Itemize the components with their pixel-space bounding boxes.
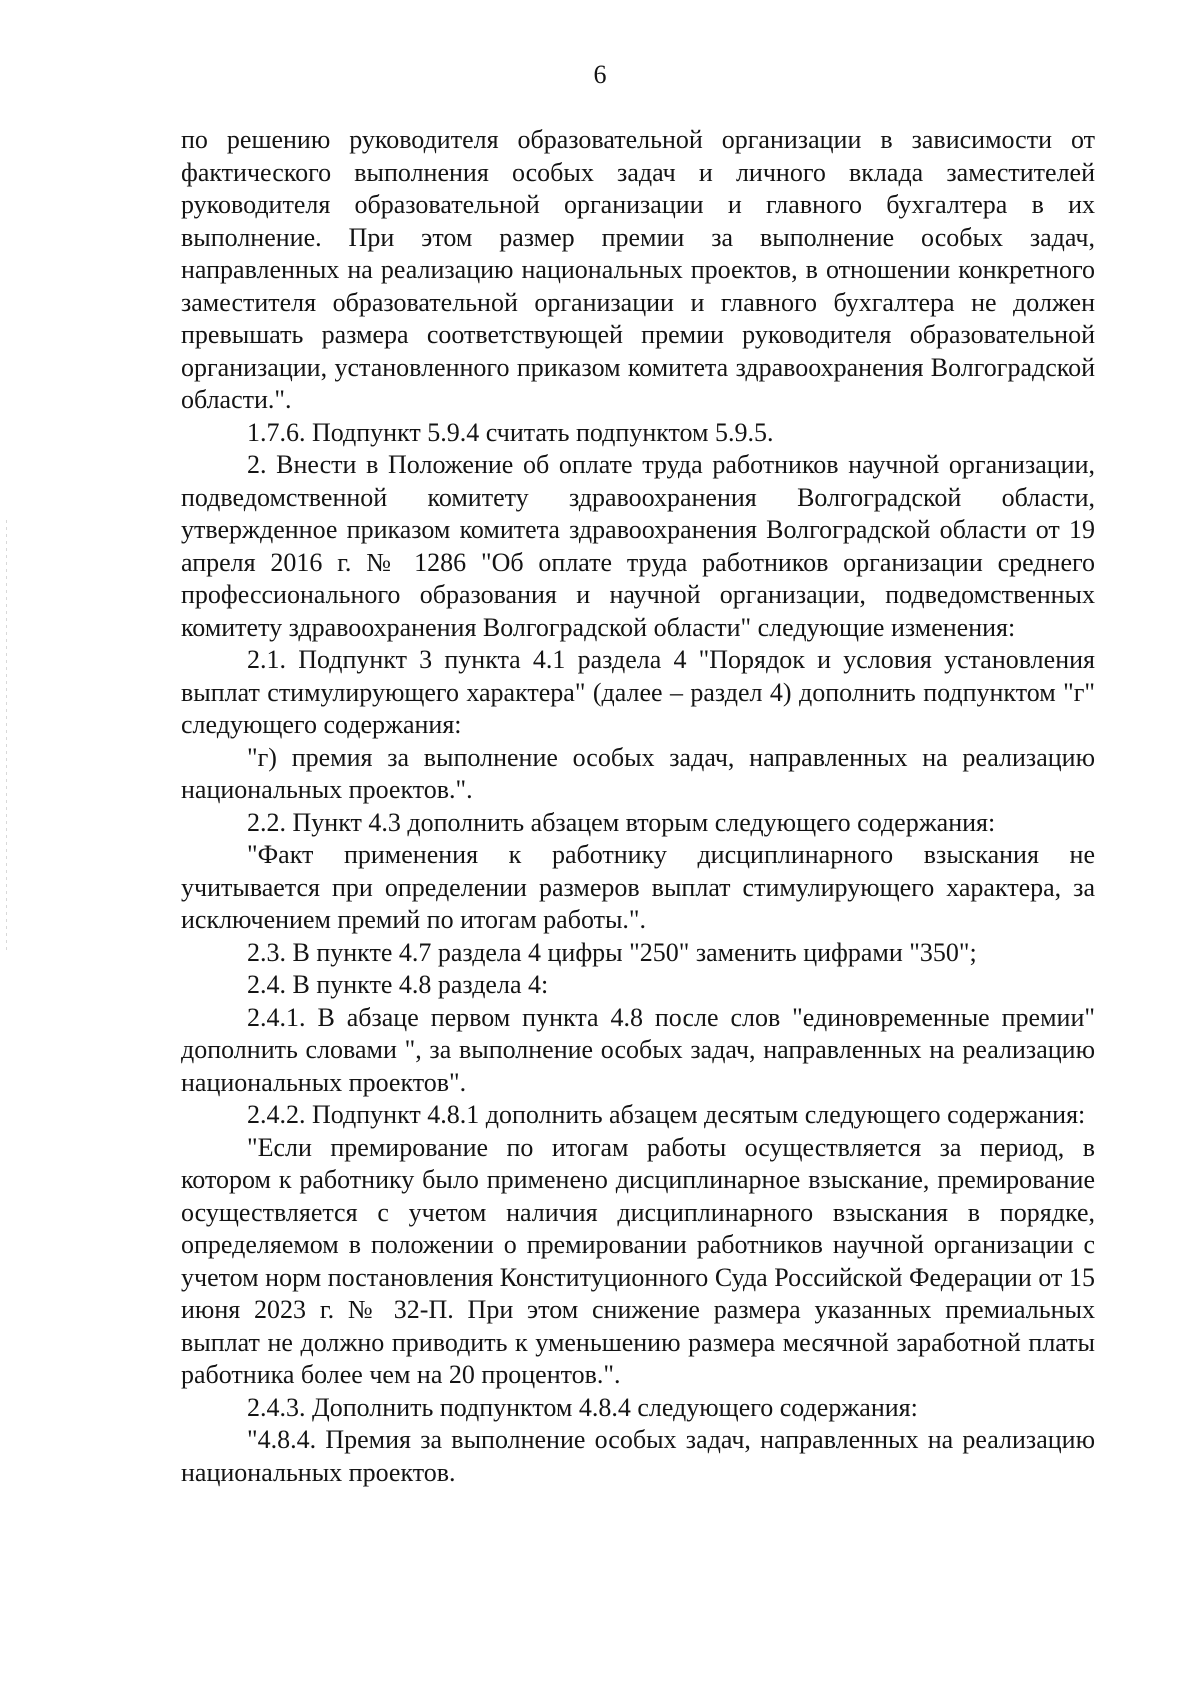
paragraph-2-4-3: 2.4.3. Дополнить подпунктом 4.8.4 следующего содержания: <box>247 1392 918 1422</box>
paragraph-2-1-quote: "г) премия за выполнение особых задач, направленных на реализацию национальных проектов.". <box>181 742 1095 804</box>
paragraph-4-8-4-quote: "4.8.4. Премия за выполнение особых задач, направленных на реализацию национальных проектов. <box>181 1425 1095 1487</box>
paragraph-2-1: 2.1. Подпункт 3 пункта 4.1 раздела 4 "Порядок и условия установления выплат стимулирующего характера" (далее – раздел 4) дополнить подпунктом "г" следующего содержания: <box>181 645 1095 739</box>
paragraph-2-3: 2.3. В пункте 4.7 раздела 4 цифры "250" заменить цифрами "350"; <box>247 937 977 967</box>
paragraph-2-2-quote: "Факт применения к работнику дисциплинарного взыскания не учитывается при определении размеров выплат стимулирующего характера, за исключением премий по итогам работы.". <box>181 840 1095 934</box>
paragraph-2-4: 2.4. В пункте 4.8 раздела 4: <box>247 970 549 999</box>
paragraph-2-2: 2.2. Пункт 4.3 дополнить абзацем вторым следующего содержания: <box>247 807 996 837</box>
paragraph-2-4-2-quote: "Если премирование по итогам работы осуществляется за период, в котором к работнику было применено дисциплинарное взыскание, премирование осуществляется с учетом наличия дисциплинарного взыскания в порядке, определяемом в положении о премировании работников научной организации с учетом норм постановления Конституционного Суда Российской Федерации от 15 июня 2023 г. № 32-П. При этом снижение размера указанных премиальных выплат не должно приводить к уменьшению размера месячной заработной платы работника более чем на 20 процентов.". <box>181 1132 1095 1389</box>
paragraph-2-4-2: 2.4.2. Подпункт 4.8.1 дополнить абзацем десятым следующего содержания: <box>247 1100 1086 1129</box>
scan-margin-mark <box>6 520 7 950</box>
paragraph-2-4-1: 2.4.1. В абзаце первом пункта 4.8 после слов "единовременные премии" дополнить словами ", за выполнение особых задач, направленных на реализацию национальных проектов". <box>181 1002 1095 1097</box>
page-number: 6 <box>593 60 607 89</box>
paragraph-1-7-6: 1.7.6. Подпункт 5.9.4 считать подпунктом 5.9.5. <box>247 417 774 447</box>
paragraph-2: 2. Внести в Положение об оплате труда работников научной организации, подведомственной комитету здравоохранения Волгоградской области, утвержденное приказом комитета здравоохранения Волгоградской области от 19 апреля 2016 г. № 1286 "Об оплате труда работников организации среднего профессионального образования и научной организации, подведомственных комитету здравоохранения Волгоградской области" следующие изменения: <box>181 450 1095 642</box>
document-body <box>181 124 1095 1489</box>
paragraph-continuation: по решению руководителя образовательной организации в зависимости от фактического выполнения особых задач и личного вклада заместителей руководителя образовательной организации и главного бухгалтера в их выполнение. При этом размер премии за выполнение особых задач, направленных на реализацию национальных проектов, в отношении конкретного заместителя образовательной организации и главного бухгалтера не должен превышать размера соответствующей премии руководителя образовательной организации, установленного приказом комитета здравоохранения Волгоградской области.". <box>181 125 1095 414</box>
